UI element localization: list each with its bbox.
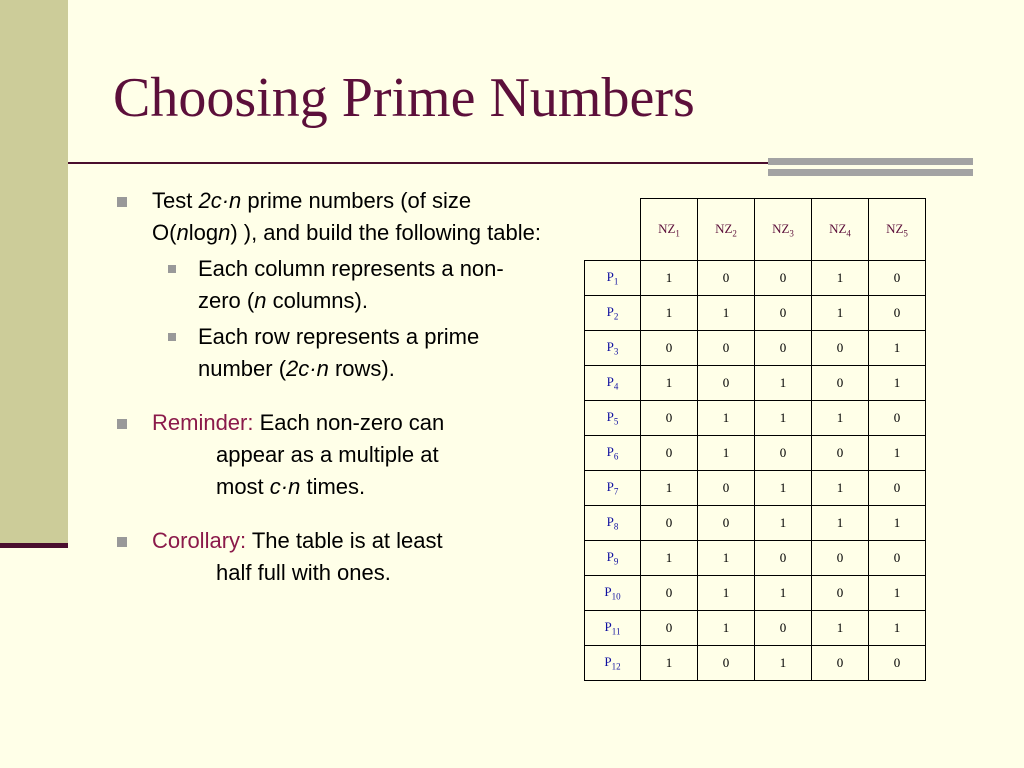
table-cell: 1 (869, 436, 926, 471)
table-row (585, 366, 926, 401)
table-cell: 1 (641, 541, 698, 576)
table-cell: 1 (755, 506, 812, 541)
table-cell: 1 (698, 296, 755, 331)
table-cell: 1 (755, 471, 812, 506)
slide-title: Choosing Prime Numbers (113, 67, 695, 129)
row-header-p8: $P_8$ (585, 506, 641, 541)
table-cell: 1 (812, 611, 869, 646)
table-cell: 1 (869, 331, 926, 366)
table-cell: 1 (698, 576, 755, 611)
table-header-row (585, 199, 926, 261)
table-cell: 0 (812, 331, 869, 366)
table-cell: 1 (698, 541, 755, 576)
table-row (585, 471, 926, 506)
table-cell: 0 (812, 576, 869, 611)
table-cell: 1 (755, 401, 812, 436)
table-cell: 1 (698, 611, 755, 646)
table-cell: 1 (641, 366, 698, 401)
table-cell: 0 (869, 296, 926, 331)
table-cell: 0 (755, 261, 812, 296)
row-header-p9: $P_9$ (585, 541, 641, 576)
table-cell: 1 (641, 471, 698, 506)
row-header-p7: $P_7$ (585, 471, 641, 506)
table-cell: 0 (641, 401, 698, 436)
table-cell: 0 (812, 646, 869, 681)
table-cell: 0 (641, 436, 698, 471)
side-decoration-rule (0, 543, 68, 548)
table-cell: 0 (755, 296, 812, 331)
row-header-p1: $P_1$ (585, 261, 641, 296)
table-cell: 1 (812, 471, 869, 506)
subbullet-rows: Each row represents a prime number (2c·n rows). (112, 321, 542, 385)
row-header-p10: $P_{10}$ (585, 576, 641, 611)
row-header-p3: $P_3$ (585, 331, 641, 366)
table-row (585, 541, 926, 576)
table-cell: 0 (698, 331, 755, 366)
table-cell: 0 (698, 366, 755, 401)
row-header-p11: $P_{11}$ (585, 611, 641, 646)
table-row (585, 506, 926, 541)
column-header-nz1: $NZ_1$ (641, 199, 698, 261)
table-cell: 0 (641, 611, 698, 646)
bullet-square-icon (117, 197, 127, 207)
table-cell: 0 (869, 261, 926, 296)
table-cell: 0 (869, 646, 926, 681)
column-header-nz5: $NZ_5$ (869, 199, 926, 261)
bullet-square-icon (168, 333, 176, 341)
row-header-p4: $P_4$ (585, 366, 641, 401)
reminder-label: Reminder: (152, 410, 254, 435)
table-row (585, 576, 926, 611)
table-cell: 0 (812, 541, 869, 576)
table-cell: 0 (641, 506, 698, 541)
table-row (585, 436, 926, 471)
bullet-square-icon (168, 265, 176, 273)
table-cell: 1 (755, 576, 812, 611)
table-cell: 1 (869, 611, 926, 646)
table-cell: 1 (698, 401, 755, 436)
table-cell: 1 (698, 436, 755, 471)
table-cell: 0 (812, 436, 869, 471)
table-cell: 0 (698, 506, 755, 541)
table-cell: 0 (698, 646, 755, 681)
table-cell: 1 (641, 646, 698, 681)
bullet-square-icon (117, 537, 127, 547)
table-cell: 0 (869, 401, 926, 436)
table-cell: 0 (641, 576, 698, 611)
table-cell: 0 (698, 471, 755, 506)
table-cell: 0 (869, 541, 926, 576)
column-header-nz4: $NZ_4$ (812, 199, 869, 261)
side-decoration-bar (0, 0, 68, 543)
table-cell: 1 (812, 261, 869, 296)
table-cell: 0 (641, 331, 698, 366)
bullet-reminder: Reminder: Each non-zero can appear as a multiple at most c·n times. (112, 407, 542, 503)
title-underline-accent (768, 158, 973, 178)
table-row (585, 611, 926, 646)
title-underline (68, 162, 768, 164)
bullet-list (112, 185, 542, 589)
table-cell: 1 (869, 366, 926, 401)
table-cell: 1 (812, 506, 869, 541)
table-cell: 1 (641, 261, 698, 296)
row-header-p5: $P_5$ (585, 401, 641, 436)
column-header-nz3: $NZ_3$ (755, 199, 812, 261)
table-cell: 0 (755, 611, 812, 646)
table-cell: 1 (869, 506, 926, 541)
row-header-p6: $P_6$ (585, 436, 641, 471)
table-cell: 0 (869, 471, 926, 506)
table-cell: 0 (755, 541, 812, 576)
table-cell: 1 (812, 401, 869, 436)
row-header-p2: $P_2$ (585, 296, 641, 331)
table-row (585, 261, 926, 296)
subbullet-columns: Each column represents a non-zero (n columns). (112, 253, 542, 317)
table-row (585, 401, 926, 436)
corollary-label: Corollary: (152, 528, 247, 553)
column-header-nz2: $NZ_2$ (698, 199, 755, 261)
bullet-square-icon (117, 419, 127, 429)
table-cell: 1 (641, 296, 698, 331)
table-row (585, 331, 926, 366)
table-corner-cell (585, 199, 641, 261)
table-cell: 1 (755, 366, 812, 401)
table-row (585, 296, 926, 331)
table-cell: 0 (755, 331, 812, 366)
table-cell: 1 (755, 646, 812, 681)
table-cell: 0 (755, 436, 812, 471)
prime-nonzero-table (584, 198, 926, 681)
table-cell: 0 (698, 261, 755, 296)
table-cell: 1 (812, 296, 869, 331)
bullet-test-primes: Test 2c·n prime numbers (of size O(nlogn) ), and build the following table: (112, 185, 542, 249)
table-row (585, 646, 926, 681)
row-header-p12: $P_{12}$ (585, 646, 641, 681)
table-body (585, 261, 926, 681)
bullet-corollary: Corollary: The table is at least half full with ones. (112, 525, 542, 589)
table-cell: 0 (812, 366, 869, 401)
table-cell: 1 (869, 576, 926, 611)
